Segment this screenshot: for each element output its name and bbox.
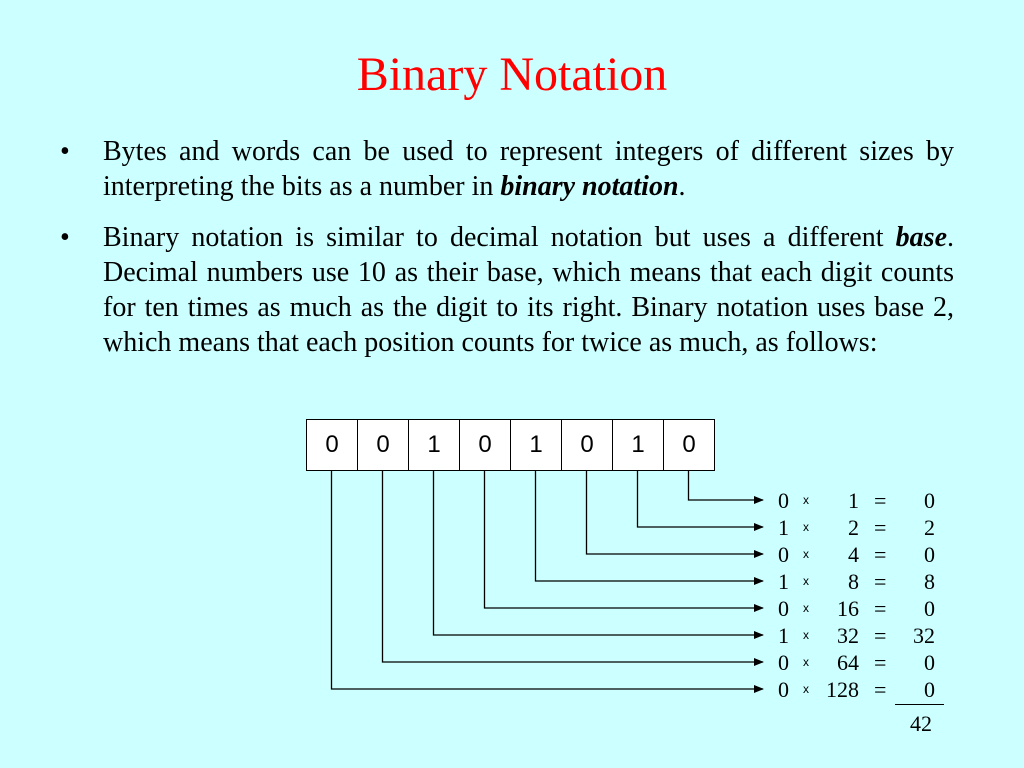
row-weight: 4: [848, 542, 859, 567]
bit-cell: 0: [562, 419, 613, 471]
times-sign: x: [803, 682, 809, 696]
row-weight: 16: [837, 596, 859, 621]
equals-sign: =: [874, 650, 887, 675]
connector-arrow: [536, 471, 764, 581]
connector-arrow: [485, 471, 764, 608]
sum-rule: [895, 704, 944, 705]
bullet-1-emphasis: binary notation: [500, 171, 679, 202]
equals-sign: =: [874, 515, 887, 540]
connector-arrow: [689, 471, 764, 500]
equals-sign: =: [874, 623, 887, 648]
row-weight: 32: [837, 623, 859, 648]
connector-arrow: [434, 471, 764, 635]
times-sign: x: [803, 493, 809, 507]
calc-row: [773, 487, 953, 514]
row-bit: 1: [778, 623, 789, 648]
bullet-1-text: Bytes and words can be used to represent integers of different sizes by interpreting the bits as a number in: [103, 136, 954, 202]
row-result: 0: [924, 650, 935, 675]
row-bit: 0: [778, 650, 789, 675]
row-weight: 2: [848, 515, 859, 540]
row-result: 0: [924, 677, 935, 702]
times-sign: x: [803, 574, 809, 588]
row-result: 0: [924, 542, 935, 567]
bit-cell: 0: [664, 419, 715, 471]
row-weight: 128: [826, 677, 859, 702]
equals-sign: =: [874, 569, 887, 594]
place-value-table: [773, 487, 953, 703]
bit-cell: 1: [511, 419, 562, 471]
equals-sign: =: [874, 677, 887, 702]
bullet-2-text: Binary notation is similar to decimal notation but uses a different: [103, 222, 896, 253]
row-bit: 0: [778, 596, 789, 621]
equals-sign: =: [874, 488, 887, 513]
connector-arrow: [332, 471, 764, 689]
bullet-2-end: . Decimal numbers use 10 as their base, which means that each digit counts for ten times as much as the digit to its right. Binary notation uses base 2, which means that each position counts for twice as much, as follows:: [103, 222, 954, 358]
row-weight: 64: [837, 650, 859, 675]
bit-cell: 0: [307, 419, 358, 471]
calc-row: [773, 541, 953, 568]
row-weight: 1: [848, 488, 859, 513]
calc-row: [773, 622, 953, 649]
times-sign: x: [803, 655, 809, 669]
bullet-1-end: .: [678, 171, 686, 202]
row-bit: 1: [778, 515, 789, 540]
connector-arrow: [638, 471, 764, 527]
equals-sign: =: [874, 596, 887, 621]
calc-row: [773, 649, 953, 676]
row-bit: 0: [778, 488, 789, 513]
calc-row: [773, 595, 953, 622]
calc-row: [773, 676, 953, 703]
slide-title: Binary Notation: [356, 48, 668, 101]
calc-row: [773, 568, 953, 595]
connector-arrow: [587, 471, 764, 554]
equals-sign: =: [874, 542, 887, 567]
calc-row: [773, 514, 953, 541]
bullet-dot-1: •: [60, 136, 70, 167]
bullet-2-emphasis: base: [895, 222, 947, 253]
row-bit: 0: [778, 677, 789, 702]
row-result: 8: [924, 569, 935, 594]
bit-cell: 1: [613, 419, 664, 471]
row-result: 2: [924, 515, 935, 540]
total-value: 42: [910, 711, 932, 736]
row-bit: 1: [778, 569, 789, 594]
row-weight: 8: [848, 569, 859, 594]
bit-cell: 0: [358, 419, 409, 471]
times-sign: x: [803, 628, 809, 642]
row-result: 32: [913, 623, 935, 648]
times-sign: x: [803, 520, 809, 534]
times-sign: x: [803, 547, 809, 561]
bit-cell: 0: [460, 419, 511, 471]
row-result: 0: [924, 488, 935, 513]
bit-cell: 1: [409, 419, 460, 471]
bullet-dot-2: •: [60, 222, 70, 253]
row-bit: 0: [778, 542, 789, 567]
row-result: 0: [924, 596, 935, 621]
times-sign: x: [803, 601, 809, 615]
